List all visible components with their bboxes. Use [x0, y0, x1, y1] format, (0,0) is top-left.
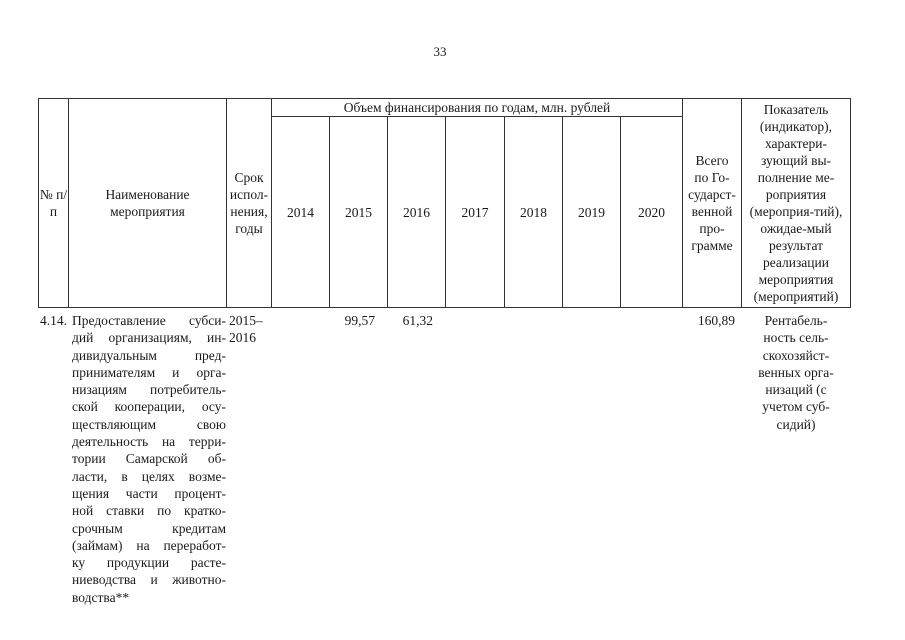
- header-funding-group: [272, 99, 682, 116]
- header-year-2015: [330, 117, 387, 307]
- year-label: 2017: [461, 204, 489, 220]
- header-year-2018: [505, 117, 562, 307]
- name-line: деятельность на терри-: [72, 434, 226, 450]
- name-line: ниеводства и животно-: [72, 572, 226, 588]
- col-border: [850, 98, 851, 308]
- name-line: ществляющим свою: [72, 416, 226, 432]
- header-year-2019: [563, 117, 620, 307]
- header-indicator: [742, 99, 850, 307]
- name-line: (займам) на переработ-: [72, 537, 226, 553]
- year-label: 2020: [638, 204, 665, 220]
- name-line: дивидуальным пред-: [72, 347, 226, 363]
- name-line: ной ставки по кратко-: [72, 503, 226, 519]
- name-line: Предоставление субси-: [72, 313, 226, 328]
- page-number: 33: [433, 44, 447, 59]
- name-line: тории Самарской об-: [72, 451, 226, 467]
- name-line: ку продукции расте-: [72, 555, 226, 571]
- year-label: 2018: [520, 204, 547, 220]
- header-num: [39, 99, 68, 307]
- header-name: [69, 99, 226, 307]
- header-year-2014: [272, 117, 329, 307]
- header-indicator-text: Показатель (индикатор), характери-зующий вы-полнение ме-роприятия (мероприя-тий), ожидае-мый результат реализации мероприятия (мероприятий): [749, 102, 843, 304]
- name-line: срочным кредитам: [72, 520, 226, 536]
- header-total-text: Всего по Го-сударст-венной про-грамме: [688, 153, 736, 253]
- row-value-2015: 99,57: [344, 313, 375, 328]
- header-num-text: № п/п: [39, 187, 68, 219]
- row-value-2016: 61,32: [402, 313, 433, 328]
- row-term: [229, 312, 271, 347]
- name-line: щения части процент-: [72, 485, 226, 501]
- indicator-line: учетом суб-: [762, 399, 830, 415]
- header-term-text: Срок испол-нения, годы: [229, 170, 269, 236]
- name-line: низациям потребитель-: [72, 382, 226, 398]
- header-name-text: Наименование мероприятия: [105, 187, 190, 219]
- term-line: 2016: [229, 330, 256, 346]
- term-line: 2015–: [229, 313, 263, 328]
- name-line: ласти, в целях возме-: [72, 468, 226, 484]
- header-year-2020: [621, 117, 682, 307]
- name-line: водства**: [72, 589, 130, 605]
- row-indicator: [742, 312, 850, 433]
- row-total: 160,89: [697, 313, 735, 328]
- indicator-line: венных орга-: [758, 364, 834, 380]
- year-label: 2016: [403, 204, 430, 220]
- row-num: 4.14.: [40, 313, 67, 328]
- name-line: ской кооперации, осу-: [72, 399, 226, 415]
- indicator-line: низаций (с: [765, 382, 827, 398]
- indicator-line: Рентабель-: [764, 313, 828, 328]
- header-total: [683, 99, 741, 307]
- year-label: 2014: [287, 204, 314, 220]
- header-funding-text: Объем финансирования по годам, млн. рублей: [343, 100, 611, 115]
- name-line: принимателям и орга-: [72, 364, 226, 380]
- row-name: [72, 312, 226, 606]
- name-line: дий организациям, ин-: [72, 330, 226, 346]
- header-year-2017: [446, 117, 504, 307]
- year-label: 2019: [578, 204, 605, 220]
- indicator-line: скохозяйст-: [762, 347, 830, 363]
- header-year-2016: [388, 117, 445, 307]
- header-term: [227, 99, 271, 307]
- indicator-line: сидий): [776, 416, 816, 432]
- year-label: 2015: [345, 204, 372, 220]
- indicator-line: ность сель-: [763, 330, 829, 346]
